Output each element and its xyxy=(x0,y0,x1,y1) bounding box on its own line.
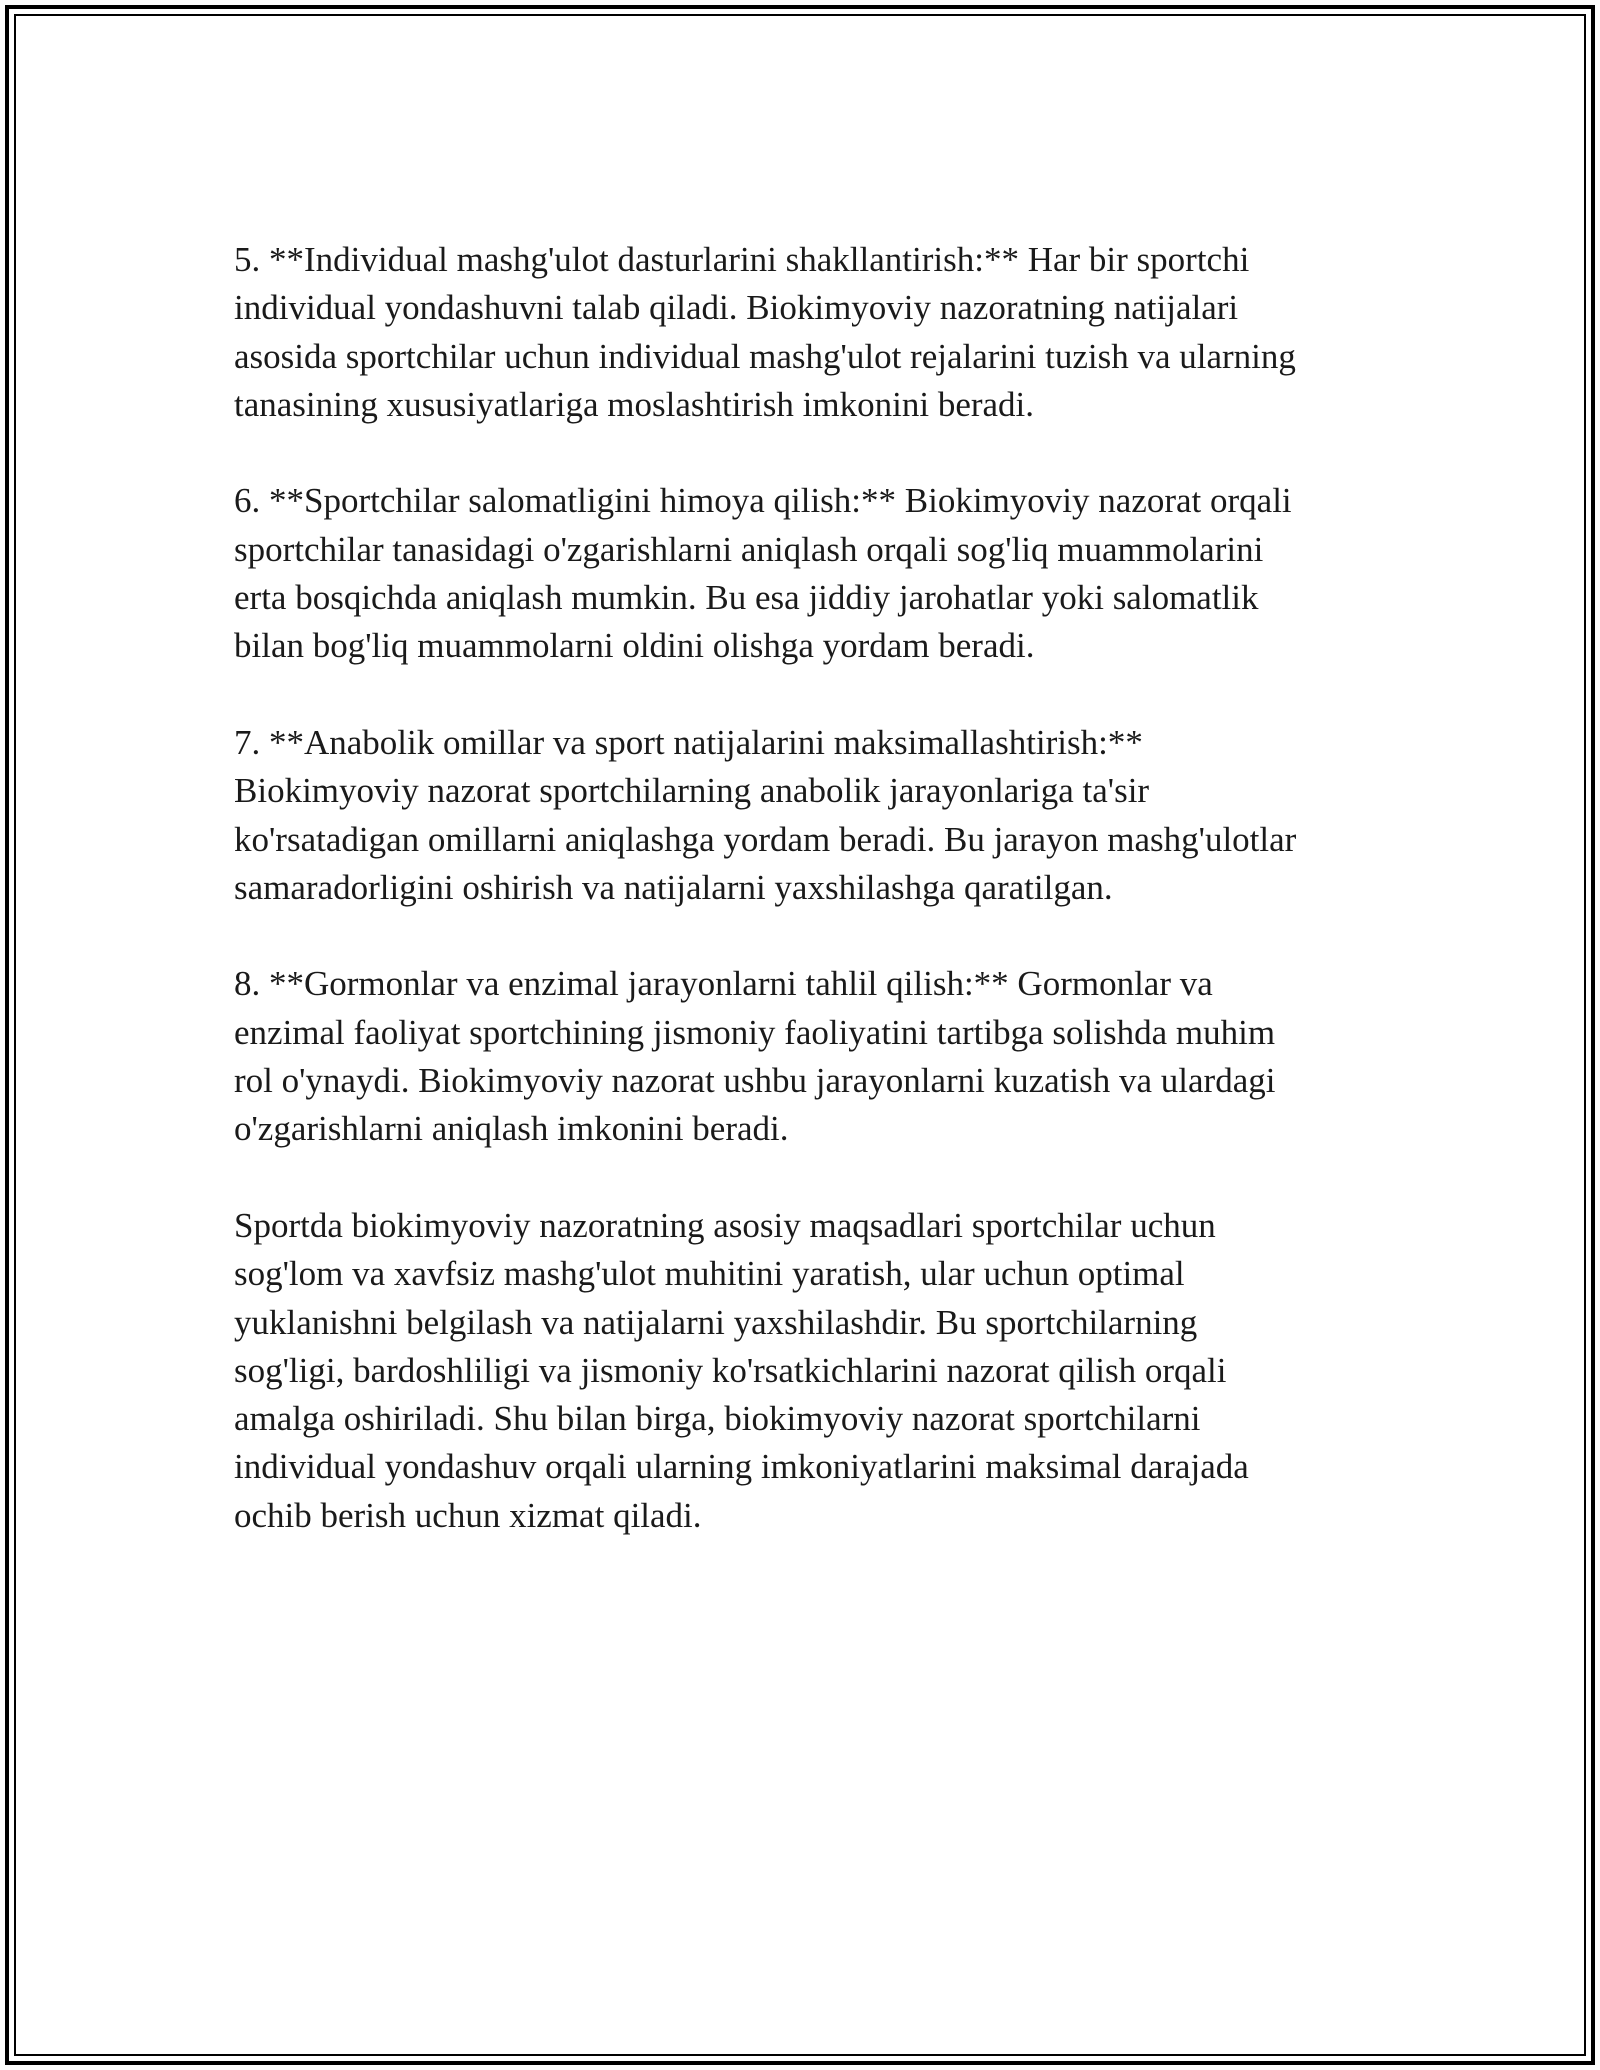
text-line: o'zgarishlarni aniqlash imkonini beradi. xyxy=(234,1109,789,1149)
text-line: sportchilar tanasidagi o'zgarishlarni aniqlash orqali sog'liq muammolarini xyxy=(234,529,1264,569)
text-line: rol o'ynaydi. Biokimyoviy nazorat ushbu jarayonlarni kuzatish va ulardagi xyxy=(234,1061,1276,1101)
paragraph-item-8 xyxy=(234,960,1374,1153)
text-line: ko'rsatadigan omillarni aniqlashga yordam beradi. Bu jarayon mashg'ulotlar xyxy=(234,819,1297,859)
paragraph-item-6 xyxy=(234,477,1374,670)
paragraph-item-7 xyxy=(234,719,1374,912)
text-line: erta bosqichda aniqlash mumkin. Bu esa jiddiy jarohatlar yoki salomatlik xyxy=(234,578,1259,618)
text-line: samaradorligini oshirish va natijalarni yaxshilashga qaratilgan. xyxy=(234,867,1113,907)
text-line: bilan bog'liq muammolarni oldini olishga yordam beradi. xyxy=(234,626,1035,666)
text-line: tanasining xususiyatlariga moslashtirish imkonini beradi. xyxy=(234,384,1035,424)
document-body xyxy=(234,236,1374,1540)
text-line: sog'ligi, bardoshliligi va jismoniy ko'rsatkichlarini nazorat qilish orqali xyxy=(234,1350,1227,1390)
text-line: 8. **Gormonlar va enzimal jarayonlarni tahlil qilish:** Gormonlar va xyxy=(234,964,1213,1004)
text-line: enzimal faoliyat sportchining jismoniy faoliyatini tartibga solishda muhim xyxy=(234,1012,1276,1052)
text-line: 6. **Sportchilar salomatligini himoya qilish:** Biokimyoviy nazorat orqali xyxy=(234,481,1292,521)
text-line: ochib berish uchun xizmat qiladi. xyxy=(234,1495,702,1535)
text-line: individual yondashuv orqali ularning imkoniyatlarini maksimal darajada xyxy=(234,1447,1249,1487)
text-line: sog'lom va xavfsiz mashg'ulot muhitini yaratish, ular uchun optimal xyxy=(234,1254,1185,1294)
paragraph-item-5 xyxy=(234,236,1374,429)
text-line: yuklanishni belgilash va natijalarni yaxshilashdir. Bu sportchilarning xyxy=(234,1302,1198,1342)
text-line: 7. **Anabolik omillar va sport natijalarini maksimallashtirish:** xyxy=(234,722,1143,762)
text-line: Sportda biokimyoviy nazoratning asosiy maqsadlari sportchilar uchun xyxy=(234,1205,1216,1245)
text-line: Biokimyoviy nazorat sportchilarning anabolik jarayonlariga ta'sir xyxy=(234,771,1150,811)
text-line: 5. **Individual mashg'ulot dasturlarini shakllantirish:** Har bir sportchi xyxy=(234,240,1250,279)
text-line: asosida sportchilar uchun individual mashg'ulot rejalarini tuzish va ularning xyxy=(234,336,1296,376)
text-line: individual yondashuvni talab qiladi. Biokimyoviy nazoratning natijalari xyxy=(234,288,1239,328)
text-line: amalga oshiriladi. Shu bilan birga, biokimyoviy nazorat sportchilarni xyxy=(234,1399,1201,1439)
paragraph-conclusion xyxy=(234,1202,1374,1540)
